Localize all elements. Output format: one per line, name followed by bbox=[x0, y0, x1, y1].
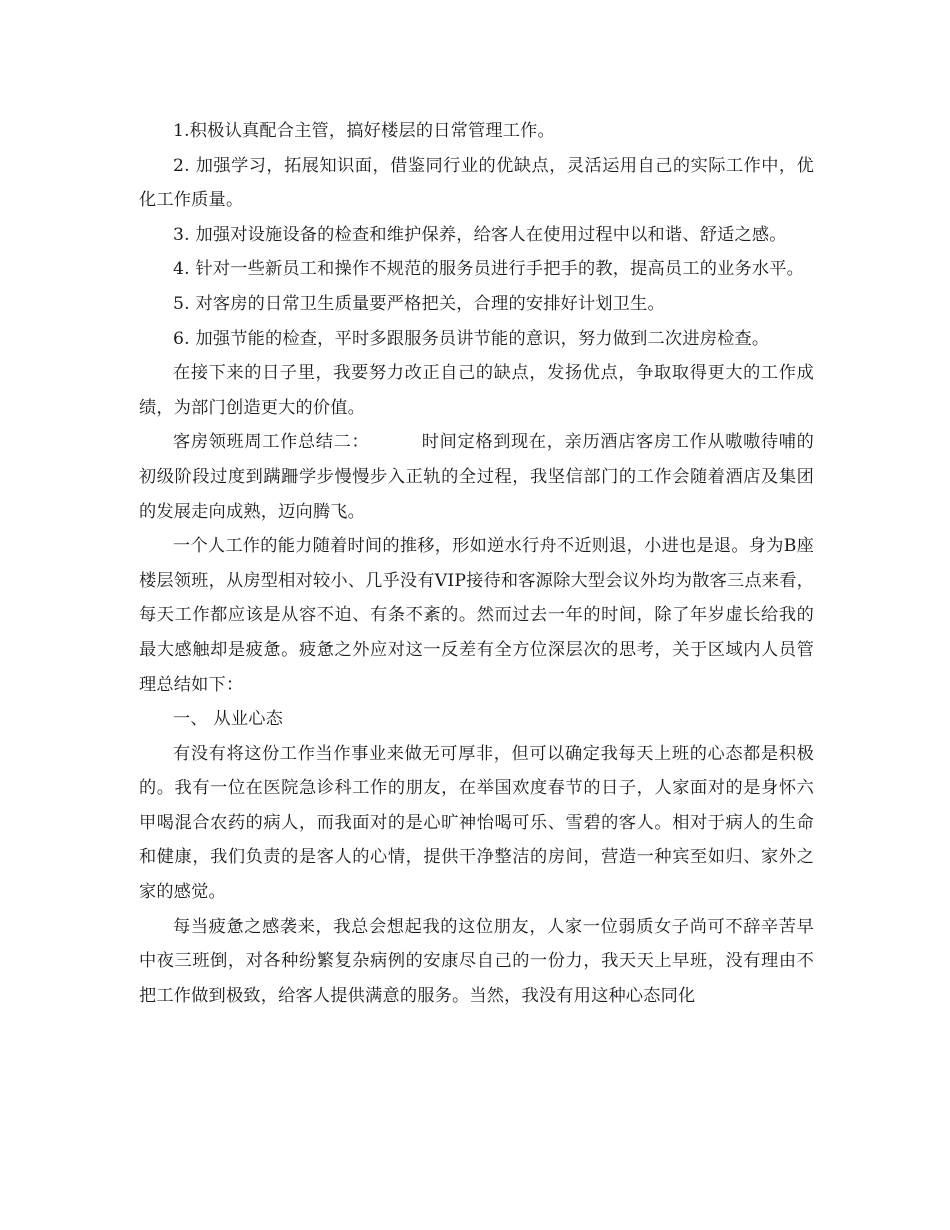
paragraph-item-4: 4. 针对一些新员工和操作不规范的服务员进行手把手的教，提高员工的业务水平。 bbox=[173, 259, 805, 280]
mindset-paragraph: 有没有将这份工作当作事业来做无可厚非，但可以确定我每天上班的心态都是积极的。我有一位在医院急诊科工作的朋友，在举国欢度春节的日子，人家面对的是身怀六甲喝混合农药的病人，而我面对的是心旷神怡喝可乐、雪碧的客人。相对于病人的生命和健康，我们负责的是客人的心情，提供干净整洁的房间，营造一种宾至如归、家外之家的感觉。 bbox=[139, 743, 814, 903]
document-body bbox=[139, 114, 814, 1013]
ability-paragraph: 一个人工作的能力随着时间的推移，形如逆水行舟不近则退，小进也是退。身为B座楼层领班，从房型相对较小、几乎没有VIP接待和客源除大型会议外均为散客三点来看，每天工作都应该是从容不迫、有条不紊的。然而过去一年的时间，除了年岁虚长给我的最大感触却是疲惫。疲惫之外应对这一反差有全方位深层次的思考，关于区域内人员管理总结如下： bbox=[139, 536, 814, 695]
summary-two-text: 时间定格到现在，亲历酒店客房工作从嗷嗷待哺的初级阶段过度到蹒跚学步慢慢步入正轨的全过程，我坚信部门的工作会随着酒店及集团的发展走向成熟，迈向腾飞。 bbox=[139, 432, 815, 522]
summary-two-heading: 客房领班周工作总结二： bbox=[173, 432, 370, 453]
paragraph-item-2: 2. 加强学习，拓展知识面，借鉴同行业的优缺点，灵活运用自己的实际工作中，优化工作质量。 bbox=[139, 155, 814, 211]
paragraph-item-1: 1.积极认真配合主管，搞好楼层的日常管理工作。 bbox=[173, 121, 555, 141]
paragraph-item-5: 5. 对客房的日常卫生质量要严格把关，合理的安排好计划卫生。 bbox=[173, 293, 665, 314]
summary-two-paragraph bbox=[139, 425, 814, 529]
closing-paragraph: 在接下来的日子里，我要努力改正自己的缺点，发扬优点，争取取得更大的工作成绩，为部门创造更大的价值。 bbox=[139, 363, 814, 418]
fatigue-paragraph: 每当疲惫之感袭来，我总会想起我的这位朋友，人家一位弱质女子尚可不辞辛苦早中夜三班倒，对各种纷繁复杂病例的安康尽自己的一份力，我天天上早班，没有理由不把工作做到极致，给客人提供满意的服务。当然，我没有用这种心态同化 bbox=[139, 916, 814, 1006]
section-heading: 一、 从业心态 bbox=[173, 709, 283, 730]
paragraph-item-6: 6. 加强节能的检查，平时多跟服务员讲节能的意识，努力做到二次进房检查。 bbox=[173, 328, 770, 349]
paragraph-item-3: 3. 加强对设施设备的检查和维护保养，给客人在使用过程中以和谐、舒适之感。 bbox=[173, 224, 787, 245]
